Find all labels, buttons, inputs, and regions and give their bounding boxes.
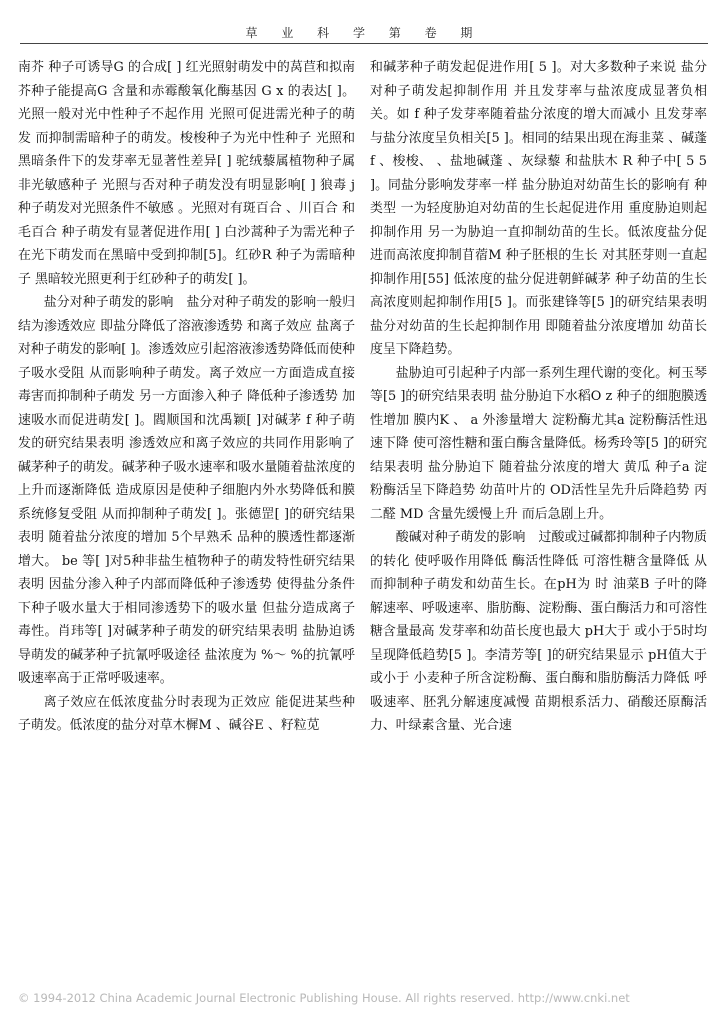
section-heading-acidity: 酸碱对种子萌发的影响: [395, 530, 526, 545]
left-paragraph-3: 离子效应在低浓度盐分时表现为正效应 能促进某些种子萌发。低浓度的盐分对草木樨M 、碱谷E 、籽粒苋: [18, 694, 355, 733]
right-paragraph-3: [370, 526, 707, 738]
running-header: 草 业 科 学 第 卷 期: [245, 26, 483, 40]
right-paragraph-2: 盐胁迫可引起种子内部一系列生理代谢的变化。柯玉琴等[5 ]的研究结果表明 盐分胁迫下水稻O z 种子的细胞膜透性增加 膜内K 、 a 外渗量增大 淀粉酶尤其a 淀粉酶活性迅速下降 使可溶性糖和蛋白酶含量降低。杨秀玲等[5 ]的研究结果表明 盐分胁迫下 随着盐分浓度的增大 黄瓜 种子a 淀粉酶活呈下降趋势 幼苗叶片的 OD活性呈先升后降趋势 丙二醛 MD 含量先缓慢上升 而后急剧上升。: [370, 365, 707, 522]
right-paragraph-3-body: 过酸或过碱都抑制种子内物质的转化 使呼吸作用降低 酶活性降低 可溶性糖含量降低 从而抑制种子萌发和幼苗生长。在pH为 时 油菜B 子叶的降解速率、呼吸速率、脂肪酶、淀粉酶、蛋白酶活力和可溶性糖含量最高 发芽率和幼苗长度也最大 pH大于 或小于5时均呈现降低趋势[5 ]。李清芳等[ ]的研究结果显示 pH值大于 或小于 小麦种子所含淀粉酶、蛋白酶和脂肪酶活力降低 呼吸速率、胚乳分解速度减慢 苗期根系活力、硝酸还原酶活力、叶绿素含量、光合速: [370, 530, 708, 733]
right-paragraph-1: 和碱茅种子萌发起促进作用[ 5 ]。对大多数种子来说 盐分对种子萌发起抑制作用 并且发芽率与盐浓度成显著负相关。如 f 种子发芽率随着盐分浓度的增大而减小 且发芽率与盐分浓度呈负相关[5 ]。相同的结果出现在海韭菜 、碱蓬 f 、梭梭、 、盐地碱蓬 、灰绿藜 和盐肤木 R 种子中[ 5 5 ]。同盐分影响发芽率一样 盐分胁迫对幼苗生长的影响有 种类型 一为轻度胁迫对幼苗的生长起促进作用 重度胁迫则起抑制作用 另一为胁迫一直抑制幼苗的生长。低浓度盐分促进而高浓度抑制苜蓿M 种子胚根的生长 对其胚芽则一直起抑制作用[55] 低浓度的盐分促进朝鲜碱茅 种子幼苗的生长 高浓度则起抑制作用[5 ]。而张建锋等[5 ]的研究结果表明 盐分对幼苗的生长起抑制作用 即随着盐分浓度增加 幼苗长度呈下降趋势。: [370, 60, 707, 357]
header-rule: [20, 43, 708, 44]
left-paragraph-2-body: 盐分对种子萌发的影响一般归结为渗透效应 即盐分降低了溶液渗透势 和离子效应 盐离子对种子萌发的影响[ ]。渗透效应引起溶液渗透势降低而使种子吸水受阻 从而影响种子萌发。离子效应一方面造成直接毒害而抑制种子萌发 另一方面渗入种子 降低种子渗透势 加速吸水而促进萌发[ ]。閻顺国和沈禹颖[ ]对碱茅 f 种子萌发的研究结果表明 渗透效应和离子效应的共同作用影响了碱茅种子的萌发。碱茅种子吸水速率和吸水量随着盐浓度的上升而逐渐降低 造成原因是使种子细胞内外水势降低和膜系统修复受阻 从而抑制种子萌发[ ]。张德罡[ ]的研究结果表明 随着盐分浓度的增加 5个早熟禾 品种的膜透性都逐渐增大。 be 等[ ]对5种非盐生植物种子的萌发特性研究结果表明 因盐分渗入种子内部而降低种子渗透势 使得盐分条件下种子吸水量大于相同渗透势下的吸水量 但盐分造成离子毒性。肖玮等[ ]对碱茅种子萌发的研究结果表明 盐胁迫诱导萌发的碱茅种子抗氰呼吸途径 盐浓度为 %～ %的抗氰呼吸速率高于正常呼吸速率。: [18, 295, 356, 686]
right-column: [370, 56, 707, 738]
left-paragraph-1: 南芥 种子可诱导G 的合成[ ] 红光照射萌发中的莴苣和拟南芥种子能提高G 含量和赤霉酸氧化酶基因 G x 的表达[ ]。光照一般对光中性种子不起作用 光照可促进需光种子的萌发 而抑制需暗种子的萌发。梭梭种子为光中性种子 光照和黑暗条件下的发芽率无显著性差异[ ] 驼绒藜属植物种子属非光敏感种子 光照与否对种子萌发没有明显影响[ ] 狼毒 j 种子萌发对光照条件不敏感 。光照对有斑百合 、川百合 和毛百合 种子萌发有显著促进作用[ ] 白沙蒿种子为需光种子 在光下萌发而在黑暗中受到抑制[5]。红砂R 种子为需暗种子 黑暗较光照更利于红砂种子的萌发[ ]。: [18, 60, 355, 287]
section-heading-salinity: 盐分对种子萌发的影响: [43, 295, 174, 310]
left-paragraph-2: [18, 291, 355, 691]
copyright-watermark: © 1994-2012 China Academic Journal Electronic Publishing House. All rights reserved. http://www.cnki.net: [18, 991, 630, 1005]
left-column: [18, 56, 355, 738]
